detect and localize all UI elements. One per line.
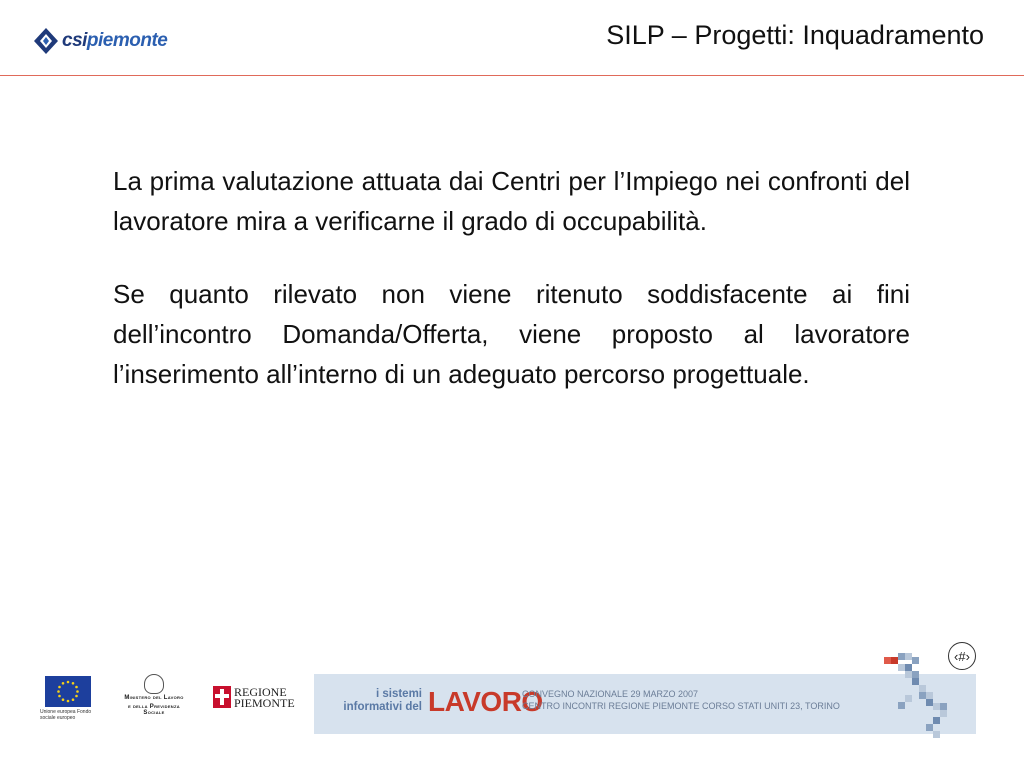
banner-event-line: CONVEGNO NAZIONALE 29 MARZO 2007 [522, 689, 699, 699]
logo-text-piemonte: piemonte [86, 30, 168, 51]
banner-venue-line: CENTRO INCONTRI REGIONE PIEMONTE CORSO STATI UNITI 23, TORINO [522, 701, 840, 711]
slide-title: SILP – Progetti: Inquadramento [606, 20, 984, 50]
page-number: ‹#› [948, 642, 976, 670]
paragraph: La prima valutazione attuata dai Centri per l’Impiego nei confronti del lavoratore mira a verificarne il grado di occupabilità. [113, 166, 910, 236]
pixel-map-icon [880, 645, 980, 745]
csi-piemonte-logo [33, 24, 167, 58]
footer [0, 660, 1024, 760]
eu-caption: Unione europea Fondo sociale europeo [40, 709, 92, 721]
slide-body [113, 161, 910, 427]
title-divider [0, 75, 1024, 76]
regione-piemonte-logo [213, 684, 295, 710]
csi-diamond-logo-icon [33, 27, 59, 55]
ministero-lavoro-logo [118, 674, 190, 716]
regione-shield-icon [213, 686, 231, 708]
lavoro-banner [314, 674, 976, 734]
regione-line2: PIEMONTE [234, 696, 295, 710]
republic-emblem-icon [144, 674, 164, 694]
regione-line1: REGIONE [234, 685, 287, 699]
banner-brand: LAVORO [428, 686, 543, 717]
ministero-line1: Ministero del Lavoro [124, 695, 184, 701]
eu-flag-icon [45, 676, 91, 707]
logo-text-csi: csi [62, 30, 87, 51]
banner-tagline: i sistemi informativi del [343, 688, 422, 713]
ministero-line2: e della Previdenza Sociale [128, 704, 180, 716]
paragraph: Se quanto rilevato non viene ritenuto soddisfacente ai fini dell’incontro Domanda/Offerta, viene proposto al lavoratore l’inserimento all’interno di un adeguato percorso progettuale. [113, 279, 910, 389]
logo-text [62, 30, 167, 52]
